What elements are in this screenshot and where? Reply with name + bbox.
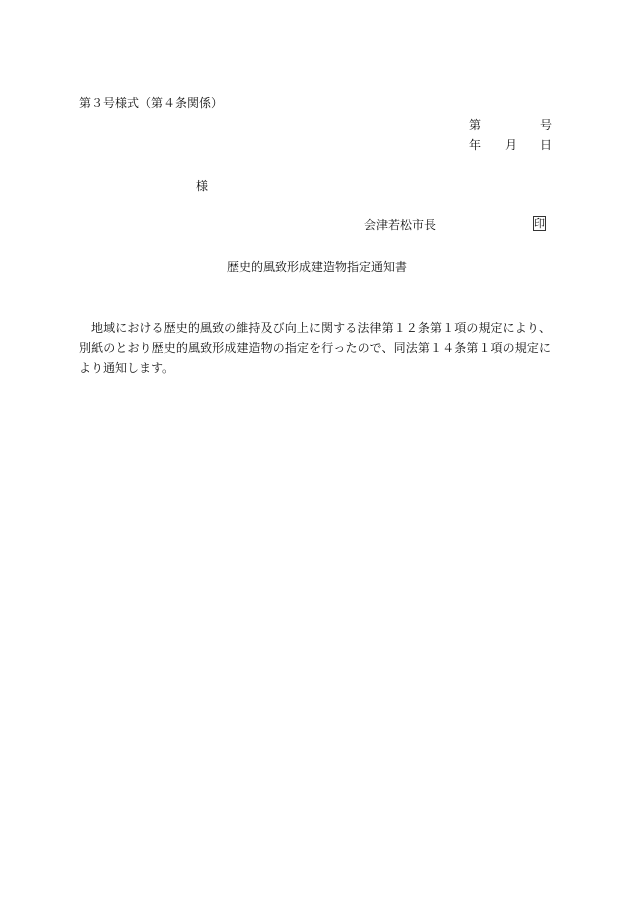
date-year-label: 年 bbox=[469, 138, 482, 152]
body-paragraph: 地域における歴史的風致の維持及び向上に関する法律第１２条第１項の規定により、別紙のとおり歴史的風致形成建造物の指定を行ったので、同法第１４条第１項の規定により通知します。 bbox=[79, 321, 551, 375]
document-number-prefix: 第 bbox=[469, 118, 482, 132]
addressee-honorific: 様 bbox=[196, 179, 209, 193]
document-title: 歴史的風致形成建造物指定通知書 bbox=[227, 260, 408, 274]
date-day-label: 日 bbox=[540, 138, 553, 152]
date-month-label: 月 bbox=[505, 138, 518, 152]
issuer-name: 会津若松市長 bbox=[364, 218, 437, 232]
document-number-suffix: 号 bbox=[540, 118, 553, 132]
seal-stamp-box: 印 bbox=[534, 217, 545, 230]
form-number: 第３号様式（第４条関係） bbox=[79, 96, 224, 110]
